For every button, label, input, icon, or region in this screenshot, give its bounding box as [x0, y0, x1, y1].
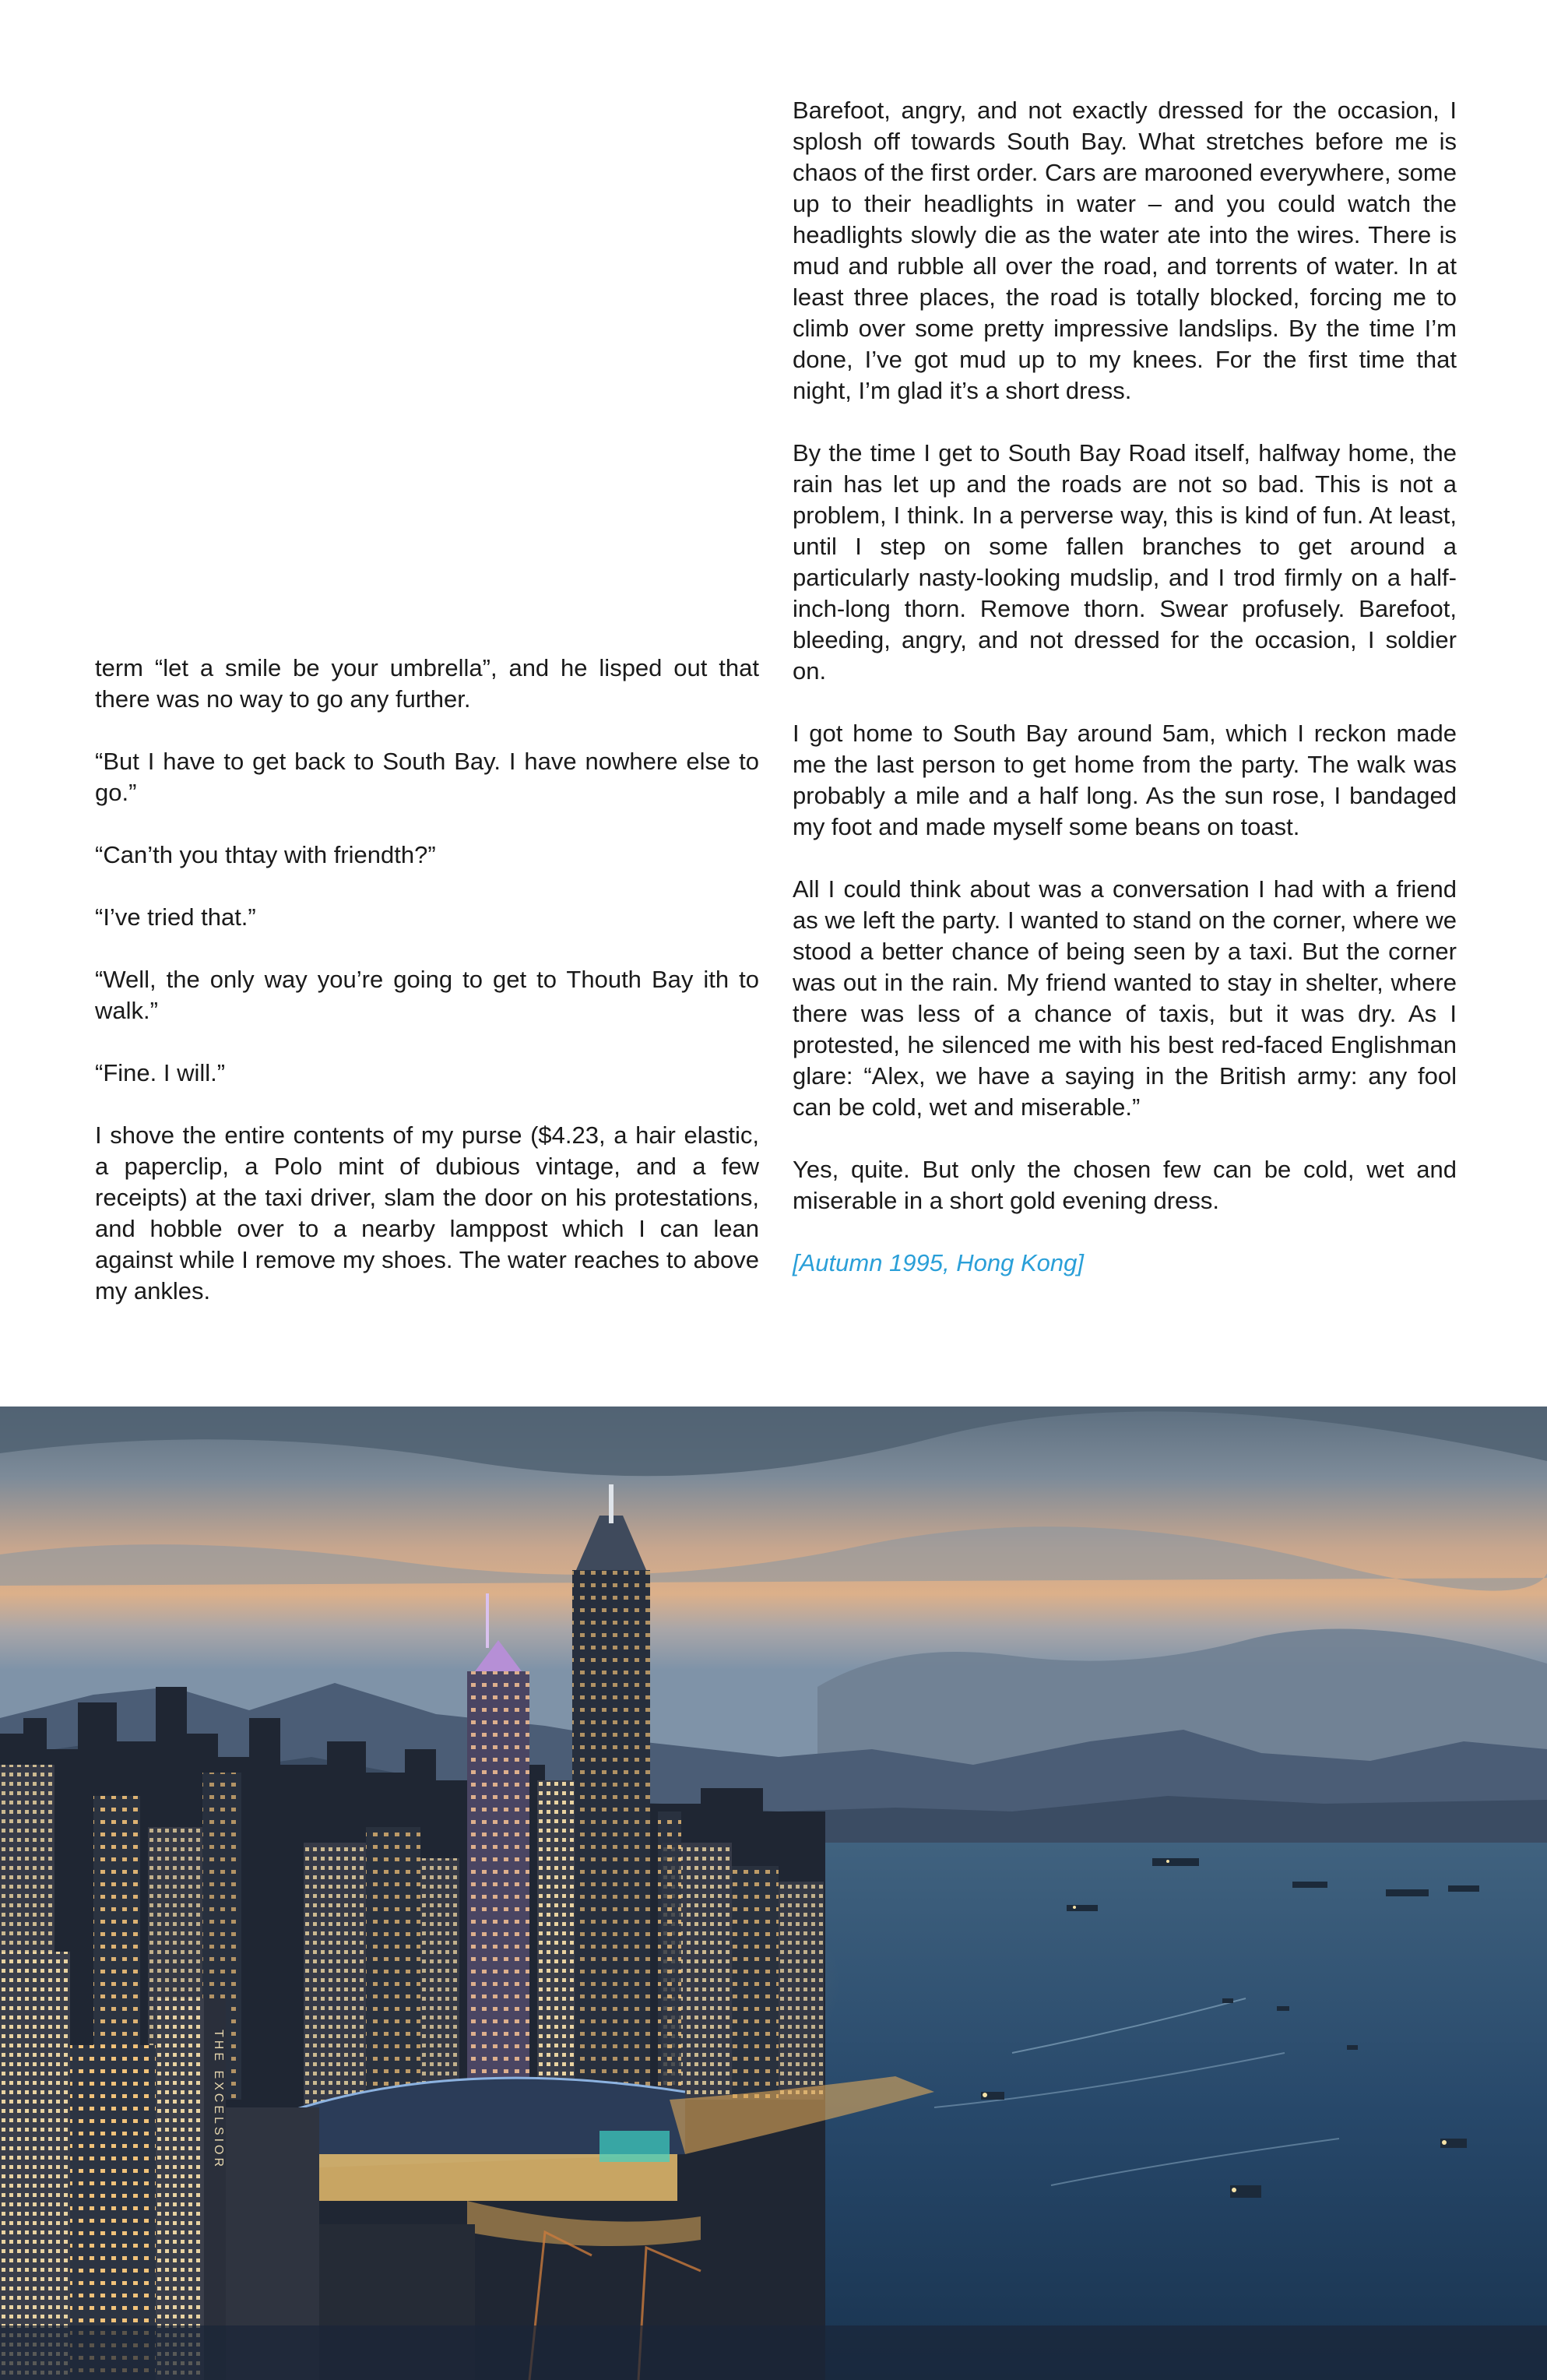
- building-sign: THE EXCELSIOR: [212, 2030, 225, 2171]
- paragraph: I shove the entire contents of my purse ($4.23, a hair elastic, a paperclip, a Polo mint of dubious vintage, and a few receipts) at the taxi driver, slam the door on his protestations, and hobble over to a nearby lamppost which I can lean against while I remove my shoes. The water reaches to above my ankles.: [95, 1121, 759, 1304]
- paragraph: Barefoot, angry, and not exactly dressed for the occasion, I splosh off towards South Bay. What stretches before me is chaos of the first order. Cars are marooned everywhere, some up to their headlights in water – and you could watch the headlights slowly die as the water ate into the wires. There is mud and rubble all over the road, and torrents of water. In at least three places, the road is totally blocked, forcing me to climb over some pretty impressive landslips. By the time I’m done, I’ve got mud up to my knees. For the first time that night, I’m glad it’s a short dress.: [793, 97, 1457, 404]
- paragraph: By the time I get to South Bay Road itself, halfway home, the rain has let up and the roads are not so bad. This is not a problem, I think. In a perverse way, this is kind of fun. At least, until I step on some fallen branches to get around a particularly nasty-looking mudslip, and I trod firmly on a half-inch-long thorn. Remove thorn. Swear profusely. Barefoot, bleeding, angry, and not dressed for the occasion, I soldier on.: [793, 439, 1457, 685]
- paragraph: Yes, quite. But only the chosen few can be cold, wet and miserable in a short gold evening dress.: [793, 1156, 1457, 1214]
- paragraph: “I’ve tried that.”: [95, 903, 256, 931]
- paragraph: All I could think about was a conversation I had with a friend as we left the party. I wanted to stand on the corner, where we stood a better chance of being seen by a taxi. But the corner was out in the rain. My friend wanted to stay in shelter, where there was less of a chance of taxis, but it was dry. As I protested, he silenced me with his best red-faced Englishman glare: “Alex, we have a saying in the British army: any fool can be cold, wet and miserable.”: [793, 875, 1457, 1121]
- signoff-dateline: [Autumn 1995, Hong Kong]: [793, 1249, 1084, 1276]
- paragraph: “Can’th you thtay with friendth?”: [95, 841, 436, 868]
- hong-kong-skyline-photo: [0, 1407, 1547, 2380]
- paragraph: “Well, the only way you’re going to get to Thouth Bay ith to walk.”: [95, 966, 759, 1024]
- paragraph: term “let a smile be your umbrella”, and he lisped out that there was no way to go any further.: [95, 654, 759, 713]
- paragraph: “Fine. I will.”: [95, 1059, 226, 1086]
- paragraph: “But I have to get back to South Bay. I have nowhere else to go.”: [95, 748, 759, 806]
- right-text-column: [793, 95, 1457, 1279]
- left-text-column: [95, 653, 759, 1307]
- paragraph: I got home to South Bay around 5am, which I reckon made me the last person to get home from the party. The walk was probably a mile and a half long. As the sun rose, I bandaged my foot and made myself some beans on toast.: [793, 720, 1457, 840]
